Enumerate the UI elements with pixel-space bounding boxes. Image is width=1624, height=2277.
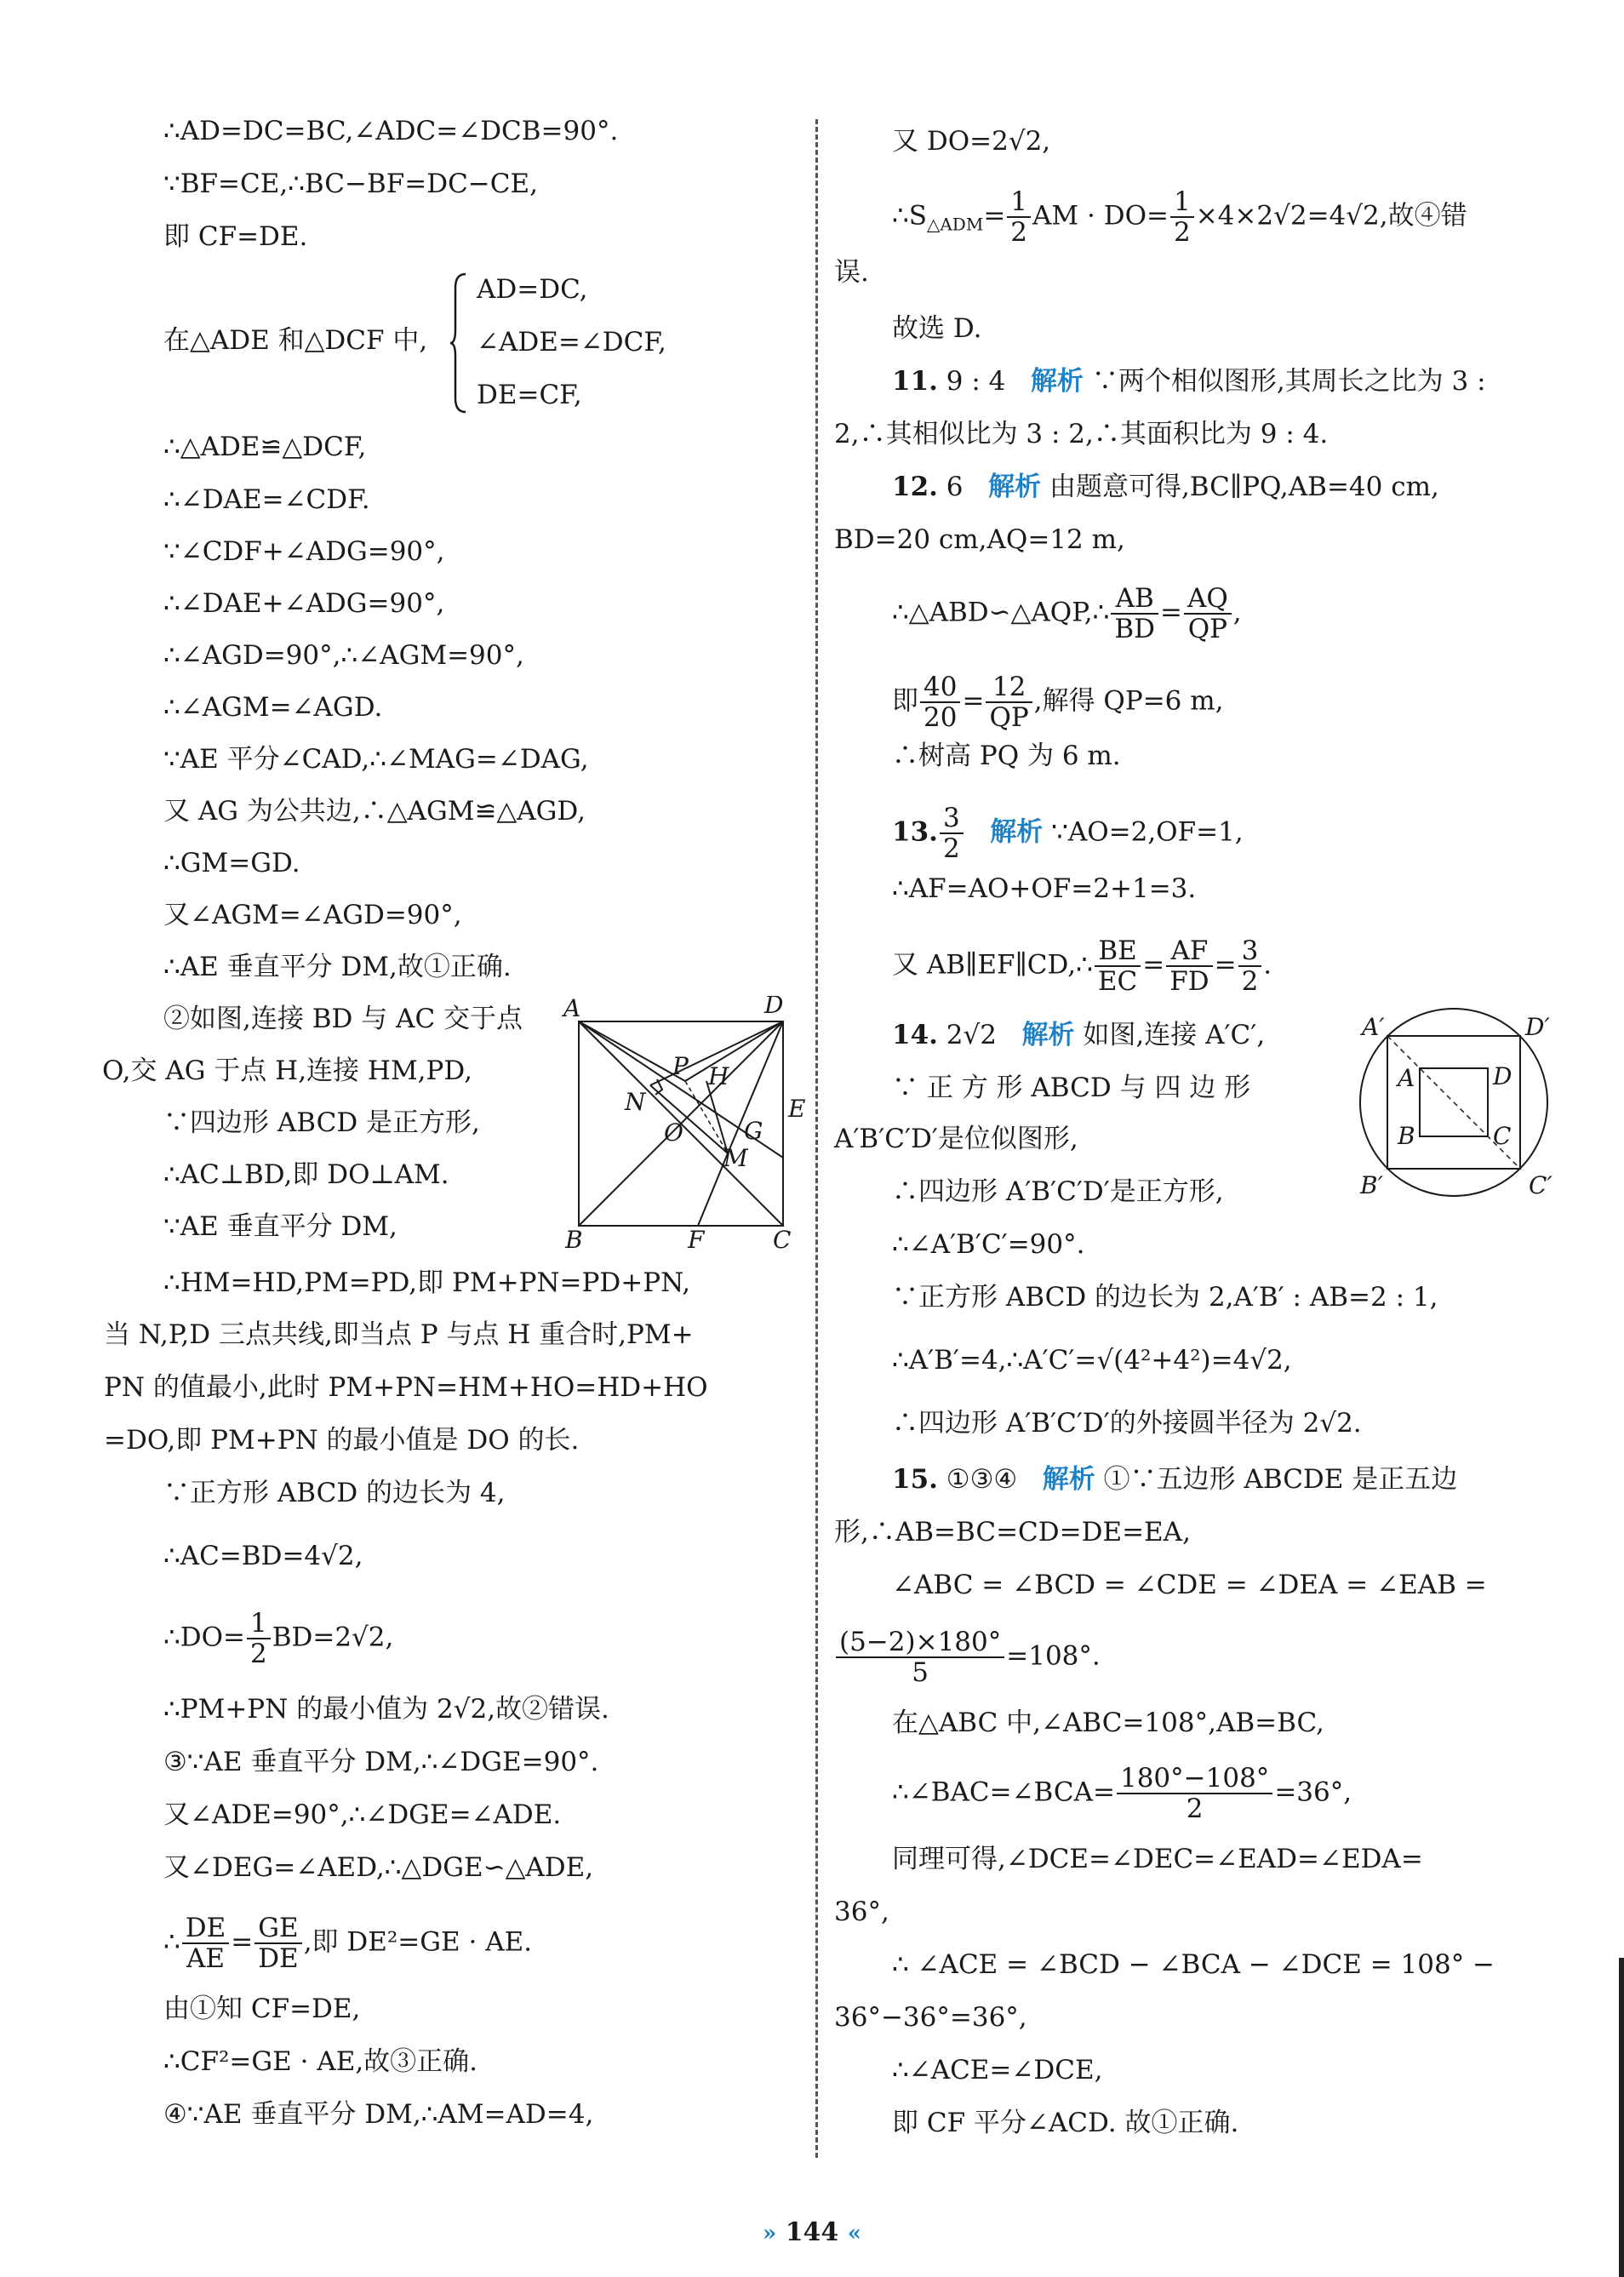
text-line: ∴AD=DC=BC,∠ADC=∠DCB=90°. (163, 116, 619, 146)
text-line: 即 CF 平分∠ACD. 故①正确. (892, 2108, 1239, 2138)
text-line: ③∵AE 垂直平分 DM,∴∠DGE=90°. (163, 1747, 599, 1777)
text-line: 故选 D. (892, 313, 982, 344)
point-label: C′ (1529, 1171, 1553, 1199)
circle-square-figure (1326, 1004, 1581, 1212)
fraction-num: AQ (1184, 584, 1232, 615)
text-line: BD=20 cm,AQ=12 m, (834, 524, 1125, 555)
text-line: ∴PM+PN 的最小值为 2√2,故②错误. (163, 1694, 609, 1725)
page-number: 144 (785, 2217, 839, 2247)
text-line: =DO,即 PM+PN 的最小值是 DO 的长. (104, 1425, 580, 1456)
analysis-tag: 解析 (1021, 1020, 1075, 1050)
fraction-num: 12 (986, 672, 1032, 703)
fraction-num: 180°−108° (1117, 1764, 1272, 1794)
answer: 6 (946, 472, 964, 502)
text-span: = (962, 685, 985, 717)
analysis-tag: 解析 (1030, 366, 1084, 397)
text-line: ∴∠AGD=90°,∴∠AGM=90°, (163, 640, 524, 671)
text-line: 又 AG 为公共边,∴△AGM≌△AGD, (163, 796, 586, 827)
text-span: = (231, 1926, 254, 1958)
question-number: 14. (892, 1020, 938, 1050)
fraction-den: QP (989, 702, 1029, 733)
fraction-num: AF (1166, 936, 1212, 967)
fraction-den: 2 (1186, 1794, 1204, 1824)
text-span: ∴DO= (163, 1622, 245, 1653)
text-line: 当 N,P,D 三点共线,即当点 P 与点 H 重合时,PM+ (104, 1319, 694, 1350)
text-line: ∴树高 PQ 为 6 m. (892, 741, 1121, 771)
text-line: ∴AC⊥BD,即 DO⊥AM. (163, 1159, 449, 1190)
fraction-den: FD (1169, 966, 1209, 997)
subscript: △ADM (926, 214, 984, 235)
point-label: P (672, 1052, 689, 1080)
fraction-den: BD (1114, 614, 1155, 644)
text-line: ∠ABC = ∠BCD = ∠CDE = ∠DEA = ∠EAB = (892, 1570, 1487, 1600)
point-label: M (723, 1144, 748, 1172)
fraction-num: GE (254, 1914, 301, 1944)
point-label: A′ (1362, 1013, 1385, 1041)
text-line: 由①知 CF=DE, (163, 1994, 361, 2024)
point-label: O (664, 1118, 683, 1147)
text-line-fraction (892, 187, 1467, 247)
fraction (1166, 936, 1212, 996)
text-line: 同理可得,∠DCE=∠DEC=∠EAD=∠EDA= (892, 1844, 1423, 1874)
text-span: ×4×2√2=4√2,故④错 (1195, 200, 1467, 232)
text-line: 又 DO=2√2, (892, 126, 1051, 157)
point-label: D (764, 996, 784, 1019)
fraction (1170, 187, 1194, 247)
answer: ①③④ (946, 1464, 1018, 1495)
text-line: ∵四边形 ABCD 是正方形, (163, 1107, 480, 1138)
text-span: 即 (892, 685, 918, 717)
text-line: ∵ 正 方 形 ABCD 与 四 边 形 (892, 1073, 1251, 1103)
fraction (920, 672, 960, 732)
binding-edge (1619, 1958, 1624, 2277)
text-line-fraction (892, 1764, 1352, 1823)
text-line: ∴A′B′=4,∴A′C′=√(4²+4²)=4√2, (892, 1345, 1292, 1376)
fraction (1095, 936, 1141, 996)
page-number-footer (0, 2217, 1624, 2247)
fraction (1238, 936, 1262, 996)
answer: 9 : 4 (946, 366, 1006, 397)
answer: 2√2 (946, 1020, 997, 1050)
text-line: 又∠ADE=90°,∴∠DGE=∠ADE. (163, 1799, 562, 1830)
question-15 (892, 1462, 1457, 1496)
text-line: ∵BF=CE,∴BC−BF=DC−CE, (163, 169, 538, 199)
text-span: . (1263, 949, 1272, 981)
text-span: = (983, 200, 1006, 232)
text-span: = (1214, 949, 1237, 981)
chevron-left-icon: « (847, 2221, 862, 2246)
text-line: ∵正方形 ABCD 的边长为 4, (163, 1478, 506, 1508)
point-label: E (788, 1095, 806, 1123)
text-span: ∵两个相似图形,其周长之比为 3 : (1091, 366, 1486, 397)
text-line: ∴AE 垂直平分 DM,故①正确. (163, 952, 512, 982)
fraction-num: BE (1095, 936, 1141, 967)
text-line-fraction (834, 1628, 1101, 1687)
analysis-tag: 解析 (988, 472, 1042, 502)
text-line: 在△ABC 中,∠ABC=108°,AB=BC, (892, 1708, 1324, 1738)
fraction-den: DE (258, 1943, 299, 1974)
text-line: ∴HM=HD,PM=PD,即 PM+PN=PD+PN, (163, 1267, 691, 1298)
text-line: 又∠AGM=∠AGD=90°, (163, 900, 462, 930)
text-line: ∴∠ACE=∠DCE, (892, 2055, 1103, 2085)
fraction-num: 1 (1007, 187, 1031, 218)
text-span: =36°, (1274, 1776, 1352, 1808)
fraction-den: 2 (1241, 966, 1259, 997)
text-span: BD=2√2, (272, 1622, 394, 1653)
fraction-num: 1 (247, 1609, 271, 1639)
system-prefix: 在△ADE 和△DCF 中, (163, 325, 428, 356)
analysis-tag: 解析 (990, 816, 1044, 848)
question-14 (892, 1018, 1265, 1052)
point-label: A (1398, 1064, 1415, 1092)
fraction-den: 20 (924, 702, 958, 733)
text-line: ∴GM=GD. (163, 848, 300, 878)
point-label: C (1493, 1122, 1512, 1150)
point-label: B′ (1360, 1171, 1383, 1199)
answer-fraction (940, 804, 964, 863)
text-span: ∴ (163, 1926, 180, 1958)
text-line: 形,∴AB=BC=CD=DE=EA, (834, 1517, 1191, 1548)
text-line: ∴ ∠ACE = ∠BCD − ∠BCA − ∠DCE = 108° − (892, 1949, 1495, 1980)
point-label: B (565, 1226, 583, 1251)
point-label: G (744, 1117, 763, 1145)
point-label: D′ (1525, 1013, 1550, 1041)
point-label: F (688, 1226, 705, 1251)
fraction (1117, 1764, 1272, 1823)
text-span: = (1142, 949, 1165, 981)
text-span: , (1232, 597, 1242, 628)
fraction-num: 1 (1170, 187, 1194, 218)
text-line: 即 CF=DE. (163, 221, 308, 252)
fraction-den: 2 (1010, 217, 1028, 248)
fraction (254, 1914, 301, 1973)
text-line: ④∵AE 垂直平分 DM,∴AM=AD=4, (163, 2099, 594, 2130)
point-label: B (1398, 1122, 1415, 1150)
text-line: ∵AE 平分∠CAD,∴∠MAG=∠DAG, (163, 744, 589, 775)
text-line: 2,∴其相似比为 3 : 2,∴其面积比为 9 : 4. (834, 419, 1329, 449)
text-line: ∴∠A′B′C′=90°. (892, 1229, 1085, 1260)
question-number: 13. (892, 816, 938, 848)
text-span: ,即 DE²=GE · AE. (303, 1926, 533, 1958)
question-number: 15. (892, 1464, 938, 1495)
fraction-num: (5−2)×180° (836, 1628, 1004, 1658)
text-span: ∴△ABD∽△AQP,∴ (892, 597, 1110, 628)
text-span: ∴S (892, 200, 927, 232)
text-span: =108°. (1006, 1640, 1101, 1672)
text-line: ∵∠CDF+∠ADG=90°, (163, 536, 445, 567)
text-line: 误. (834, 257, 869, 288)
point-label: N (625, 1088, 646, 1116)
point-label: H (708, 1062, 729, 1090)
text-line: ②如图,连接 BD 与 AC 交于点 (163, 1004, 523, 1034)
text-span: ∵AO=2,OF=1, (1051, 816, 1244, 848)
text-line: PN 的值最小,此时 PM+PN=HM+HO=HD+HO (104, 1372, 708, 1403)
fraction-num: DE (182, 1914, 229, 1944)
fraction (247, 1609, 271, 1668)
text-line: 36°−36°=36°, (834, 2002, 1027, 2033)
text-line-fraction (892, 936, 1272, 996)
text-line: 又∠DEG=∠AED,∴△DGE∽△ADE, (163, 1852, 594, 1883)
fraction-num: AB (1111, 584, 1158, 615)
fraction-den: 2 (942, 833, 960, 864)
question-13 (892, 804, 1244, 863)
fraction-num: 3 (940, 804, 964, 834)
system-line: ∠ADE=∠DCF, (477, 327, 666, 358)
chevron-right-icon: » (762, 2221, 777, 2246)
text-line: ∵AE 垂直平分 DM, (163, 1211, 397, 1242)
analysis-tag: 解析 (1042, 1464, 1095, 1495)
text-span: AM · DO= (1032, 200, 1169, 232)
fraction-den: 2 (1173, 217, 1191, 248)
text-line: ∴∠DAE+∠ADG=90°, (163, 588, 445, 619)
point-label: A (563, 996, 581, 1022)
text-line: ∵正方形 ABCD 的边长为 2,A′B′ : AB=2 : 1, (892, 1282, 1438, 1313)
fraction-den: EC (1097, 966, 1138, 997)
text-line: ∴四边形 A′B′C′D′的外接圆半径为 2√2. (892, 1408, 1362, 1439)
point-label: C (773, 1226, 792, 1251)
fraction-den: QP (1187, 614, 1228, 644)
text-line: ∴CF²=GE · AE,故③正确. (163, 2046, 478, 2077)
fraction (986, 672, 1032, 732)
text-line: ∴∠DAE=∠CDF. (163, 484, 370, 515)
text-line: O,交 AG 于点 H,连接 HM,PD, (102, 1056, 472, 1086)
text-line-fraction (892, 584, 1242, 644)
fraction-num: 3 (1238, 936, 1262, 967)
question-number: 11. (892, 366, 938, 397)
system-line: DE=CF, (477, 380, 582, 410)
question-number: 12. (892, 472, 938, 502)
text-line: ∴AC=BD=4√2, (163, 1541, 363, 1571)
fraction-den: AE (186, 1943, 225, 1974)
column-divider (815, 119, 818, 2158)
text-span: = (1160, 597, 1182, 628)
text-span: 由题意可得,BC∥PQ,AB=40 cm, (1049, 472, 1439, 502)
fraction (1184, 584, 1232, 644)
question-11 (892, 364, 1486, 398)
fraction (1007, 187, 1031, 247)
text-line-fraction (892, 672, 1224, 732)
text-line-fraction (163, 1914, 532, 1973)
fraction (182, 1914, 229, 1973)
text-line: 36°, (834, 1897, 889, 1927)
text-span: ,解得 QP=6 m, (1033, 685, 1224, 717)
text-line: ∴∠AGM=∠AGD. (163, 692, 383, 723)
system-line: AD=DC, (477, 274, 588, 305)
text-line: ∴四边形 A′B′C′D′是正方形, (892, 1176, 1224, 1207)
fraction-den: 5 (912, 1657, 929, 1688)
text-line: A′B′C′D′是位似图形, (834, 1124, 1078, 1154)
equation-system-brace (449, 271, 469, 419)
text-span: ①∵五边形 ABCDE 是正五边 (1103, 1464, 1458, 1495)
fraction-num: 40 (920, 672, 960, 703)
text-line: ∴△ADE≌△DCF, (163, 432, 367, 462)
text-span: 如图,连接 A′C′, (1083, 1020, 1266, 1050)
point-label: D (1493, 1062, 1512, 1090)
text-line: ∴AF=AO+OF=2+1=3. (892, 873, 1197, 904)
square-geometry-figure (562, 996, 809, 1255)
text-line-fraction (163, 1609, 393, 1668)
fraction (1111, 584, 1158, 644)
text-span: 又 AB∥EF∥CD,∴ (892, 949, 1093, 981)
fraction (836, 1628, 1004, 1687)
fraction-den: 2 (249, 1639, 267, 1669)
question-12 (892, 470, 1439, 504)
text-span: ∴∠BAC=∠BCA= (892, 1776, 1115, 1808)
